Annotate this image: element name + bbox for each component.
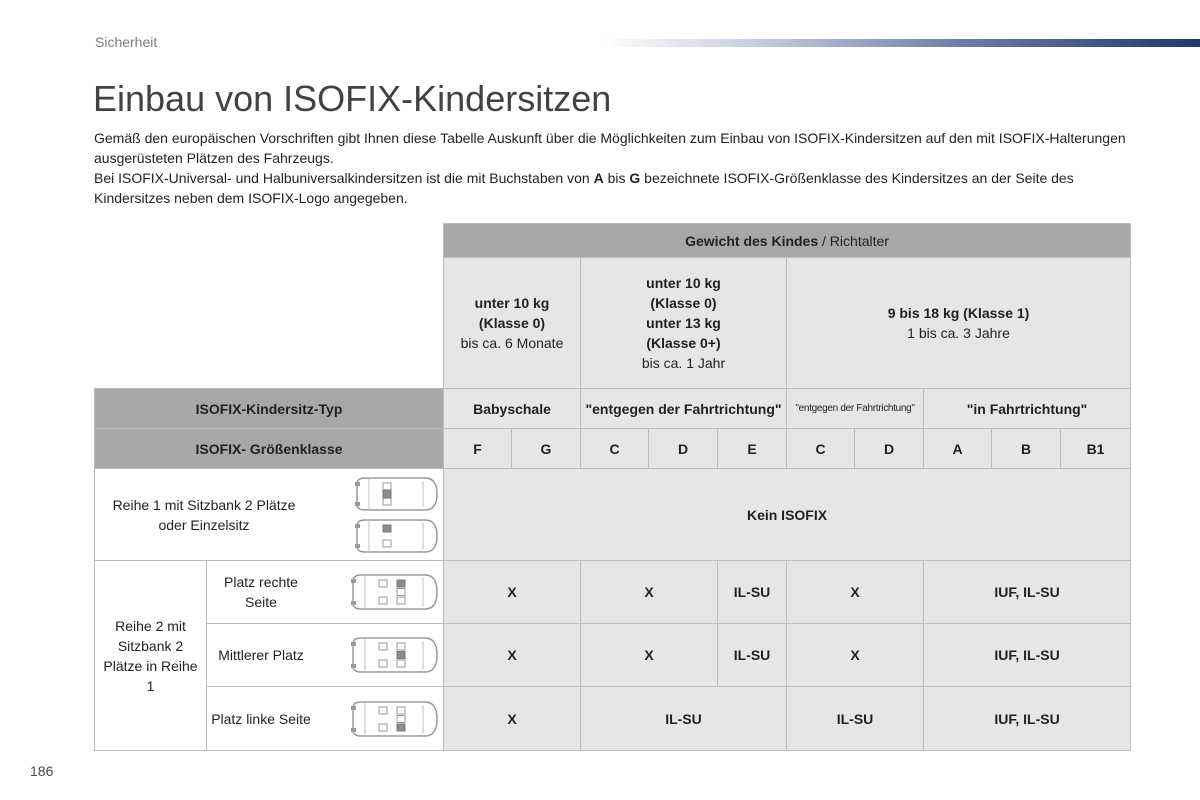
row-2-seat-cell bbox=[207, 687, 444, 751]
weight-line: (Klasse 0) bbox=[478, 315, 546, 331]
value-forward-facing: IUF, IL-SU bbox=[924, 687, 1131, 751]
size-class-cell: B1 bbox=[1061, 429, 1131, 469]
value-rear-facing-class1: X bbox=[787, 624, 924, 687]
weight-line: (Klasse 0) bbox=[650, 295, 717, 311]
size-class-cell: B bbox=[992, 429, 1061, 469]
value-rear-facing-e: IL-SU bbox=[718, 561, 787, 624]
age-line: 1 bis ca. 3 Jahre bbox=[907, 325, 1010, 341]
value-rear-facing-e: IL-SU bbox=[718, 624, 787, 687]
type-rear-facing: "entgegen der Fahrtrichtung" bbox=[581, 389, 787, 429]
value-rear-facing-cd: X bbox=[581, 624, 718, 687]
row-1-label: Reihe 1 mit Sitzbank 2 Plätze oder Einzelsitz bbox=[112, 496, 296, 533]
weight-header-rest: / Richtalter bbox=[818, 232, 889, 249]
value-rear-facing-cd: X bbox=[581, 561, 718, 624]
isofix-table bbox=[94, 223, 1131, 751]
weight-line: (Klasse 0+) bbox=[646, 335, 721, 351]
seat-label-right: Platz rechte Seite bbox=[224, 574, 298, 610]
value-rear-facing-class1: IL-SU bbox=[787, 687, 924, 751]
kein-isofix-cell: Kein ISOFIX bbox=[444, 469, 1131, 561]
weight-header-bold: Gewicht des Kindes bbox=[685, 232, 819, 249]
row-2-label: Reihe 2 mit Sitzbank 2 Plätze in Reihe 1 bbox=[95, 561, 207, 751]
type-forward-facing: "in Fahrtrichtung" bbox=[924, 389, 1131, 429]
weight-class-1 bbox=[444, 258, 581, 389]
intro-text-part: bezeichnete ISOFIX-Größenklasse des Kindersitzes an der Seite des Kindersitzes neben dem ISOFIX-Logo angegeben. bbox=[94, 170, 1074, 206]
intro-text-part: Bei ISOFIX-Universal- und Halbuniversalkindersitzen ist die mit Buchstaben von bbox=[94, 170, 594, 186]
size-class-cell: F bbox=[444, 429, 512, 469]
value-babyschale: X bbox=[444, 624, 581, 687]
weight-header bbox=[444, 224, 1131, 258]
car-top-view-icon bbox=[349, 573, 439, 611]
value-babyschale: X bbox=[444, 561, 581, 624]
age-line: bis ca. 6 Monate bbox=[460, 335, 564, 351]
weight-line: 9 bis 18 kg (Klasse 1) bbox=[887, 305, 1030, 321]
weight-line: unter 10 kg bbox=[646, 275, 721, 291]
car-top-view-icon bbox=[349, 700, 439, 738]
car-top-view-icon bbox=[353, 518, 439, 554]
weight-line: unter 13 kg bbox=[646, 315, 721, 331]
row-1-label-cell bbox=[95, 469, 444, 561]
size-class-cell: D bbox=[855, 429, 924, 469]
intro-text-part: bis bbox=[603, 170, 630, 186]
size-class-label: ISOFIX- Größenklasse bbox=[95, 429, 444, 469]
size-letter-g: G bbox=[629, 170, 641, 186]
size-class-cell: D bbox=[649, 429, 718, 469]
page-title: Einbau von ISOFIX-Kindersitzen bbox=[93, 78, 612, 119]
intro-paragraph-2 bbox=[94, 168, 1134, 208]
age-line: bis ca. 1 Jahr bbox=[641, 355, 726, 371]
size-class-cell: G bbox=[512, 429, 581, 469]
seat-type-label: ISOFIX-Kindersitz-Typ bbox=[95, 389, 444, 429]
intro-paragraph-1: Gemäß den europäischen Vorschriften gibt Ihnen diese Tabelle Auskunft über die Möglichkeiten zum Einbau von ISOFIX-Kindersitzen auf den mit ISOFIX-Halterungen ausgerüsteten Plätzen des Fahrzeugs. bbox=[94, 130, 1126, 166]
row-2-seat-cell bbox=[207, 561, 444, 624]
type-babyschale: Babyschale bbox=[444, 389, 581, 429]
page-number: 186 bbox=[30, 763, 54, 779]
size-class-cell: C bbox=[581, 429, 649, 469]
value-rear-facing-all: IL-SU bbox=[581, 687, 787, 751]
seat-label-left: Platz linke Seite bbox=[211, 710, 311, 727]
seat-label-middle: Mittlerer Platz bbox=[218, 647, 304, 663]
size-letter-a: A bbox=[593, 170, 604, 186]
value-babyschale: X bbox=[444, 687, 581, 751]
car-top-view-icon bbox=[353, 476, 439, 512]
weight-class-3 bbox=[787, 258, 1131, 389]
blank-corner bbox=[95, 224, 444, 258]
car-top-view-icon bbox=[349, 636, 439, 674]
size-class-cell: E bbox=[718, 429, 787, 469]
row-2-seat-cell bbox=[207, 624, 444, 687]
size-class-cell: C bbox=[787, 429, 855, 469]
section-label: Sicherheit bbox=[95, 34, 158, 50]
intro-text bbox=[94, 128, 1134, 208]
row-1-cars bbox=[353, 476, 439, 554]
weight-class-2 bbox=[581, 258, 787, 389]
weight-line: unter 10 kg bbox=[474, 295, 550, 311]
value-rear-facing-class1: X bbox=[787, 561, 924, 624]
blank-corner bbox=[95, 258, 444, 389]
value-forward-facing: IUF, IL-SU bbox=[924, 561, 1131, 624]
header-band bbox=[600, 39, 1200, 47]
type-rear-facing-small: "entgegen der Fahrtrichtung" bbox=[787, 389, 924, 429]
size-class-cell: A bbox=[924, 429, 992, 469]
value-forward-facing: IUF, IL-SU bbox=[924, 624, 1131, 687]
